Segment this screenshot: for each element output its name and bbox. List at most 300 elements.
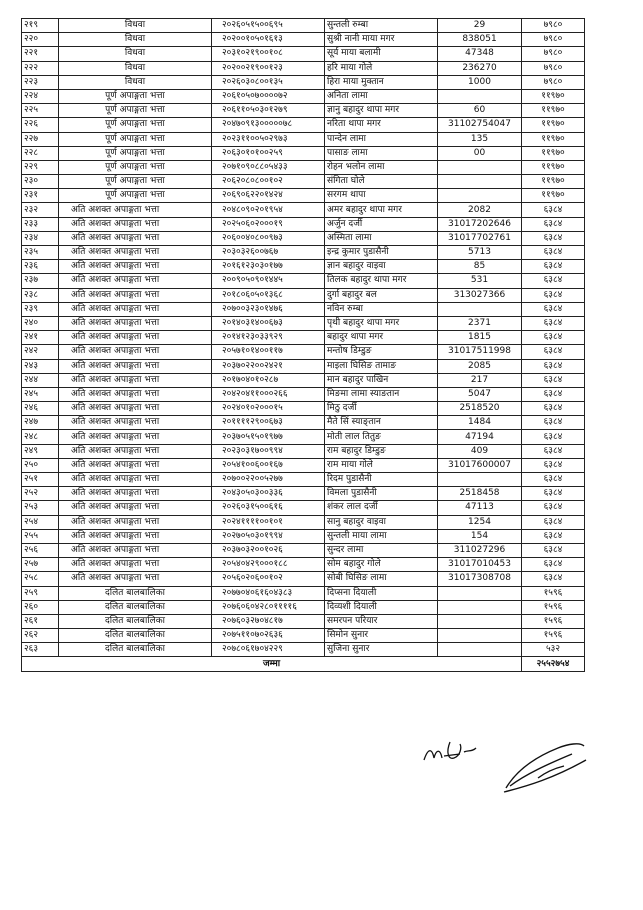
table-row — [22, 118, 585, 132]
amount-cell: ६३८४ — [522, 203, 585, 217]
allowance-type-cell: पूर्ण अपाङ्गता भत्ता — [59, 118, 212, 132]
account-number-cell: 236270 — [438, 61, 522, 75]
allowance-type-cell: अति अशक्त अपाङ्गता भत्ता — [59, 373, 212, 387]
citizenship-number-cell: २०२३११००५०२९७३ — [212, 132, 325, 146]
beneficiary-name-cell: समरपन परियार — [325, 614, 438, 628]
citizenship-number-cell: २०६९०६२२०१४२४ — [212, 189, 325, 203]
serial-number-cell: २५४ — [22, 515, 59, 529]
citizenship-number-cell: २०५४१००६००१६७ — [212, 458, 325, 472]
account-number-cell: 1000 — [438, 75, 522, 89]
table-row — [22, 430, 585, 444]
beneficiary-name-cell: सुश्री नानी माया मगर — [325, 33, 438, 47]
amount-cell: १५९६ — [522, 600, 585, 614]
amount-cell: ६३८४ — [522, 515, 585, 529]
allowance-type-cell: अति अशक्त अपाङ्गता भत्ता — [59, 288, 212, 302]
table-row — [22, 600, 585, 614]
allowance-type-cell: अति अशक्त अपाङ्गता भत्ता — [59, 501, 212, 515]
account-number-cell: 2518458 — [438, 487, 522, 501]
allowance-type-cell: अति अशक्त अपाङ्गता भत्ता — [59, 274, 212, 288]
beneficiary-name-cell: दिव्यशी दियाली — [325, 600, 438, 614]
serial-number-cell: २५० — [22, 458, 59, 472]
serial-number-cell: २४३ — [22, 359, 59, 373]
serial-number-cell: २२६ — [22, 118, 59, 132]
citizenship-number-cell: २०४८०९०२०१९५४ — [212, 203, 325, 217]
allowance-type-cell: दलित बालबालिका — [59, 643, 212, 657]
table-row — [22, 416, 585, 430]
beneficiary-name-cell: पान्देन लामा — [325, 132, 438, 146]
beneficiary-name-cell: मैते सिं स्याङ्तान — [325, 416, 438, 430]
citizenship-number-cell: २०३७०२२००२४२१ — [212, 359, 325, 373]
amount-cell: ५३२ — [522, 643, 585, 657]
serial-number-cell: २५५ — [22, 529, 59, 543]
amount-cell: ६३८४ — [522, 444, 585, 458]
beneficiary-name-cell: राम बहादुर डिम्डुङ — [325, 444, 438, 458]
total-row — [22, 657, 585, 671]
beneficiary-name-cell: रिदम पुडासैनी — [325, 473, 438, 487]
amount-cell: ६३८४ — [522, 473, 585, 487]
serial-number-cell: २३१ — [22, 189, 59, 203]
account-number-cell: 838051 — [438, 33, 522, 47]
table-body — [22, 19, 585, 672]
serial-number-cell: २२१ — [22, 47, 59, 61]
serial-number-cell: २२८ — [22, 146, 59, 160]
allowance-type-cell: पूर्ण अपाङ्गता भत्ता — [59, 104, 212, 118]
allowance-type-cell: अति अशक्त अपाङ्गता भत्ता — [59, 529, 212, 543]
citizenship-number-cell: २०२६०३०८००१३५ — [212, 75, 325, 89]
amount-cell: ११९७० — [522, 189, 585, 203]
table-row — [22, 132, 585, 146]
serial-number-cell: २६२ — [22, 629, 59, 643]
beneficiary-name-cell: सुजिना सुनार — [325, 643, 438, 657]
citizenship-number-cell: २०२७०५०३०१९९४ — [212, 529, 325, 543]
allowance-type-cell: अति अशक्त अपाङ्गता भत्ता — [59, 260, 212, 274]
table-row — [22, 359, 585, 373]
table-row — [22, 473, 585, 487]
amount-cell: ६३८४ — [522, 359, 585, 373]
beneficiary-name-cell: अमर बहादुर थापा मगर — [325, 203, 438, 217]
amount-cell: ६३८४ — [522, 529, 585, 543]
allowance-type-cell: अति अशक्त अपाङ्गता भत्ता — [59, 487, 212, 501]
allowance-type-cell: अति अशक्त अपाङ्गता भत्ता — [59, 402, 212, 416]
serial-number-cell: २४९ — [22, 444, 59, 458]
account-number-cell — [438, 629, 522, 643]
serial-number-cell: २३३ — [22, 217, 59, 231]
beneficiary-name-cell: मन्तोष डिम्डुङ — [325, 345, 438, 359]
beneficiary-name-cell: शंकर लाल दर्जी — [325, 501, 438, 515]
citizenship-number-cell: २०२६०३१५००६१६ — [212, 501, 325, 515]
account-number-cell: 60 — [438, 104, 522, 118]
beneficiary-name-cell: ज्ञान बहादुर वाइवा — [325, 260, 438, 274]
citizenship-number-cell: २०७१०९०८८०५४३३ — [212, 160, 325, 174]
allowance-type-cell: दलित बालबालिका — [59, 614, 212, 628]
beneficiary-name-cell: संगिता घोले — [325, 175, 438, 189]
amount-cell: ६३८४ — [522, 274, 585, 288]
citizenship-number-cell: २०६००४०८००९७३ — [212, 231, 325, 245]
citizenship-number-cell: २०१४०३१४००६७३ — [212, 316, 325, 330]
account-number-cell: 135 — [438, 132, 522, 146]
citizenship-number-cell: २०५६०२०६००१०२ — [212, 572, 325, 586]
serial-number-cell: २२२ — [22, 61, 59, 75]
serial-number-cell: २५३ — [22, 501, 59, 515]
serial-number-cell: २४० — [22, 316, 59, 330]
account-number-cell — [438, 160, 522, 174]
allowance-type-cell: अति अशक्त अपाङ्गता भत्ता — [59, 543, 212, 557]
beneficiary-name-cell: माइला घिसिङ तामाङ — [325, 359, 438, 373]
table-row — [22, 629, 585, 643]
account-number-cell: 31017511998 — [438, 345, 522, 359]
citizenship-number-cell: २०४७०९१३०००००७८ — [212, 118, 325, 132]
serial-number-cell: २३४ — [22, 231, 59, 245]
serial-number-cell: २५७ — [22, 558, 59, 572]
table-row — [22, 543, 585, 557]
serial-number-cell: २५८ — [22, 572, 59, 586]
table-row — [22, 373, 585, 387]
allowance-type-cell: अति अशक्त अपाङ्गता भत्ता — [59, 458, 212, 472]
citizenship-number-cell: २०१७०४०१०२८७ — [212, 373, 325, 387]
amount-cell: ७९८० — [522, 33, 585, 47]
account-number-cell — [438, 643, 522, 657]
beneficiary-name-cell: तिलक बहादुर थापा मगर — [325, 274, 438, 288]
amount-cell: ६३८४ — [522, 402, 585, 416]
citizenship-number-cell: २०२००१०५०१६१३ — [212, 33, 325, 47]
citizenship-number-cell: २०३७०५१५०१९७७ — [212, 430, 325, 444]
allowance-type-cell: पूर्ण अपाङ्गता भत्ता — [59, 89, 212, 103]
allowance-type-cell: अति अशक्त अपाङ्गता भत्ता — [59, 387, 212, 401]
beneficiary-name-cell: ज्ञानु बहादुर थापा मगर — [325, 104, 438, 118]
table-row — [22, 75, 585, 89]
amount-cell: ६३८४ — [522, 231, 585, 245]
table-row — [22, 572, 585, 586]
amount-cell: ६३८४ — [522, 288, 585, 302]
account-number-cell: 47194 — [438, 430, 522, 444]
citizenship-number-cell: २०७५११०७०२६३६ — [212, 629, 325, 643]
beneficiary-name-cell: नरिता थापा मगर — [325, 118, 438, 132]
amount-cell: ६३८४ — [522, 416, 585, 430]
beneficiary-name-cell: सुन्दर लामा — [325, 543, 438, 557]
citizenship-number-cell: २०१४१२३०३३९२९ — [212, 331, 325, 345]
amount-cell: ६३८४ — [522, 260, 585, 274]
allowance-type-cell: पूर्ण अपाङ्गता भत्ता — [59, 146, 212, 160]
amount-cell: ६३८४ — [522, 558, 585, 572]
serial-number-cell: २२५ — [22, 104, 59, 118]
serial-number-cell: २५१ — [22, 473, 59, 487]
account-number-cell — [438, 175, 522, 189]
beneficiary-name-cell: अनिता लामा — [325, 89, 438, 103]
amount-cell: ६३८४ — [522, 316, 585, 330]
account-number-cell: 1254 — [438, 515, 522, 529]
account-number-cell: 2518520 — [438, 402, 522, 416]
citizenship-number-cell: २०५७१०१४००११७ — [212, 345, 325, 359]
table-row — [22, 231, 585, 245]
beneficiary-name-cell: सरगम थापा — [325, 189, 438, 203]
account-number-cell: 85 — [438, 260, 522, 274]
account-number-cell: 2371 — [438, 316, 522, 330]
table-row — [22, 387, 585, 401]
table-row — [22, 260, 585, 274]
serial-number-cell: २४१ — [22, 331, 59, 345]
account-number-cell: 2085 — [438, 359, 522, 373]
amount-cell: ११९७० — [522, 175, 585, 189]
table-row — [22, 586, 585, 600]
total-label: जम्मा — [22, 657, 522, 671]
account-number-cell: 31102754047 — [438, 118, 522, 132]
beneficiary-name-cell: दुर्गा बहादुर बल — [325, 288, 438, 302]
citizenship-number-cell: २०३१०२१९००१०८ — [212, 47, 325, 61]
beneficiary-name-cell: मिङमा लामा स्याङतान — [325, 387, 438, 401]
table-row — [22, 643, 585, 657]
amount-cell: ११९७० — [522, 146, 585, 160]
amount-cell: १५९६ — [522, 586, 585, 600]
table-row — [22, 487, 585, 501]
allowance-type-cell: दलित बालबालिका — [59, 600, 212, 614]
serial-number-cell: २६३ — [22, 643, 59, 657]
amount-cell: ६३८४ — [522, 572, 585, 586]
citizenship-number-cell: २०६३०१०१००२५९ — [212, 146, 325, 160]
citizenship-number-cell: २०४२०४११०००२६६ — [212, 387, 325, 401]
citizenship-number-cell: २०२४०१०२०००१५ — [212, 402, 325, 416]
beneficiary-name-cell: रोहन भलोन लामा — [325, 160, 438, 174]
serial-number-cell: २२० — [22, 33, 59, 47]
amount-cell: ११९७० — [522, 104, 585, 118]
account-number-cell — [438, 473, 522, 487]
citizenship-number-cell: २०२६०५१५००६९५ — [212, 19, 325, 33]
amount-cell: ६३८४ — [522, 487, 585, 501]
citizenship-number-cell: २०५४०४२९०००१८८ — [212, 558, 325, 572]
account-number-cell: 47348 — [438, 47, 522, 61]
allowance-type-cell: अति अशक्त अपाङ्गता भत्ता — [59, 345, 212, 359]
citizenship-number-cell: २०२४११११००१०१ — [212, 515, 325, 529]
amount-cell: ११९७० — [522, 118, 585, 132]
beneficiary-name-cell: सूर्य माया बलामी — [325, 47, 438, 61]
account-number-cell: 31017600007 — [438, 458, 522, 472]
citizenship-number-cell: २०७७०४०६१६०४३८३ — [212, 586, 325, 600]
amount-cell: ६३८४ — [522, 302, 585, 316]
serial-number-cell: २२३ — [22, 75, 59, 89]
beneficiary-table-wrapper — [21, 18, 584, 672]
serial-number-cell: २६० — [22, 600, 59, 614]
amount-cell: ६३८४ — [522, 501, 585, 515]
table-row — [22, 614, 585, 628]
table-row — [22, 558, 585, 572]
citizenship-number-cell: २०२३०३१७००९९४ — [212, 444, 325, 458]
allowance-type-cell: विधवा — [59, 75, 212, 89]
table-row — [22, 302, 585, 316]
allowance-type-cell: अति अशक्त अपाङ्गता भत्ता — [59, 416, 212, 430]
amount-cell: ७९८० — [522, 61, 585, 75]
citizenship-number-cell: २०११११२९००६७३ — [212, 416, 325, 430]
allowance-type-cell: विधवा — [59, 19, 212, 33]
amount-cell: ७९८० — [522, 75, 585, 89]
allowance-type-cell: दलित बालबालिका — [59, 586, 212, 600]
amount-cell: ६३८४ — [522, 543, 585, 557]
amount-cell: १५९६ — [522, 614, 585, 628]
allowance-type-cell: अति अशक्त अपाङ्गता भत्ता — [59, 515, 212, 529]
beneficiary-name-cell: हिरा माया मुक्तान — [325, 75, 438, 89]
table-row — [22, 189, 585, 203]
account-number-cell: 531 — [438, 274, 522, 288]
citizenship-number-cell: २०७००२२००५२७७ — [212, 473, 325, 487]
beneficiary-name-cell: मान बहादुर पाखिन — [325, 373, 438, 387]
beneficiary-name-cell: नविन रुम्बा — [325, 302, 438, 316]
beneficiary-name-cell: सुन्तली माया लामा — [325, 529, 438, 543]
signature-mark-2 — [498, 738, 590, 796]
serial-number-cell: २४८ — [22, 430, 59, 444]
table-row — [22, 444, 585, 458]
serial-number-cell: २२९ — [22, 160, 59, 174]
table-row — [22, 331, 585, 345]
beneficiary-name-cell: विमला पुडासैनी — [325, 487, 438, 501]
allowance-type-cell: पूर्ण अपाङ्गता भत्ता — [59, 132, 212, 146]
account-number-cell: 154 — [438, 529, 522, 543]
amount-cell: ६३८४ — [522, 387, 585, 401]
allowance-type-cell: विधवा — [59, 61, 212, 75]
beneficiary-name-cell: सानु बहादुर वाइवा — [325, 515, 438, 529]
allowance-type-cell: पूर्ण अपाङ्गता भत्ता — [59, 175, 212, 189]
citizenship-number-cell: २०१६१२३०३०१७७ — [212, 260, 325, 274]
allowance-type-cell: अति अशक्त अपाङ्गता भत्ता — [59, 572, 212, 586]
account-number-cell: 29 — [438, 19, 522, 33]
table-row — [22, 217, 585, 231]
amount-cell: ६३८४ — [522, 217, 585, 231]
table-row — [22, 515, 585, 529]
serial-number-cell: २२७ — [22, 132, 59, 146]
beneficiary-name-cell: मोती लाल तितुङ — [325, 430, 438, 444]
account-number-cell: 409 — [438, 444, 522, 458]
account-number-cell: 00 — [438, 146, 522, 160]
beneficiary-name-cell: सिमोन सुनार — [325, 629, 438, 643]
amount-cell: ६३८४ — [522, 430, 585, 444]
account-number-cell: 31017202646 — [438, 217, 522, 231]
table-row — [22, 458, 585, 472]
beneficiary-name-cell: इन्द्र कुमार पुडासैनी — [325, 246, 438, 260]
citizenship-number-cell: २०१८०६०५०१३६८ — [212, 288, 325, 302]
table-row — [22, 345, 585, 359]
serial-number-cell: २४६ — [22, 402, 59, 416]
beneficiary-name-cell: सोबी घिसिङ लामा — [325, 572, 438, 586]
account-number-cell: 2082 — [438, 203, 522, 217]
serial-number-cell: २५९ — [22, 586, 59, 600]
table-row — [22, 316, 585, 330]
allowance-type-cell: पूर्ण अपाङ्गता भत्ता — [59, 189, 212, 203]
table-row — [22, 246, 585, 260]
table-row — [22, 274, 585, 288]
amount-cell: ७९८० — [522, 19, 585, 33]
allowance-type-cell: अति अशक्त अपाङ्गता भत्ता — [59, 246, 212, 260]
account-number-cell: 47113 — [438, 501, 522, 515]
account-number-cell: 31017702761 — [438, 231, 522, 245]
table-row — [22, 402, 585, 416]
amount-cell: ११९७० — [522, 89, 585, 103]
citizenship-number-cell: २०७८०६१७०४२२९ — [212, 643, 325, 657]
allowance-type-cell: पूर्ण अपाङ्गता भत्ता — [59, 160, 212, 174]
account-number-cell: 1815 — [438, 331, 522, 345]
beneficiary-name-cell: मिठु दर्जी — [325, 402, 438, 416]
total-amount: २५५२७५४ — [522, 657, 585, 671]
allowance-type-cell: दलित बालबालिका — [59, 629, 212, 643]
amount-cell: १५९६ — [522, 629, 585, 643]
serial-number-cell: २३८ — [22, 288, 59, 302]
beneficiary-name-cell: राम माया गोले — [325, 458, 438, 472]
beneficiary-name-cell: अर्जुन दर्जी — [325, 217, 438, 231]
account-number-cell: 31017010453 — [438, 558, 522, 572]
serial-number-cell: २४५ — [22, 387, 59, 401]
table-row — [22, 146, 585, 160]
serial-number-cell: २३६ — [22, 260, 59, 274]
allowance-type-cell: अति अशक्त अपाङ्गता भत्ता — [59, 473, 212, 487]
account-number-cell: 1484 — [438, 416, 522, 430]
account-number-cell: 31017308708 — [438, 572, 522, 586]
citizenship-number-cell: २००९०५०९०१४४५ — [212, 274, 325, 288]
citizenship-number-cell: २०६१०५०७००००७२ — [212, 89, 325, 103]
citizenship-number-cell: २०६११०५०३०१२७९ — [212, 104, 325, 118]
allowance-type-cell: अति अशक्त अपाङ्गता भत्ता — [59, 231, 212, 245]
account-number-cell: 313027366 — [438, 288, 522, 302]
beneficiary-name-cell: बहादुर थापा मगर — [325, 331, 438, 345]
citizenship-number-cell: २०७६०३२७०४८१७ — [212, 614, 325, 628]
table-row — [22, 529, 585, 543]
account-number-cell — [438, 614, 522, 628]
table-row — [22, 175, 585, 189]
allowance-type-cell: विधवा — [59, 33, 212, 47]
serial-number-cell: २१९ — [22, 19, 59, 33]
table-row — [22, 33, 585, 47]
account-number-cell — [438, 302, 522, 316]
table-row — [22, 288, 585, 302]
table-row — [22, 203, 585, 217]
serial-number-cell: २३० — [22, 175, 59, 189]
citizenship-number-cell: २०२५०६०२०००१९ — [212, 217, 325, 231]
allowance-type-cell: अति अशक्त अपाङ्गता भत्ता — [59, 558, 212, 572]
table-row — [22, 61, 585, 75]
account-number-cell: 5713 — [438, 246, 522, 260]
serial-number-cell: २४२ — [22, 345, 59, 359]
account-number-cell: 311027296 — [438, 543, 522, 557]
amount-cell: ६३८४ — [522, 345, 585, 359]
serial-number-cell: २३९ — [22, 302, 59, 316]
amount-cell: ७९८० — [522, 47, 585, 61]
beneficiary-table — [21, 18, 585, 672]
table-row — [22, 19, 585, 33]
account-number-cell: 217 — [438, 373, 522, 387]
beneficiary-name-cell: दिप्सना दियाली — [325, 586, 438, 600]
table-row — [22, 89, 585, 103]
allowance-type-cell: अति अशक्त अपाङ्गता भत्ता — [59, 359, 212, 373]
beneficiary-name-cell: सोम बहादुर गोले — [325, 558, 438, 572]
allowance-type-cell: अति अशक्त अपाङ्गता भत्ता — [59, 302, 212, 316]
amount-cell: ११९७० — [522, 160, 585, 174]
serial-number-cell: २२४ — [22, 89, 59, 103]
citizenship-number-cell: २०६२०८०८००१०२ — [212, 175, 325, 189]
table-row — [22, 501, 585, 515]
beneficiary-name-cell: पृथी बहादुर थापा मगर — [325, 316, 438, 330]
table-row — [22, 47, 585, 61]
signature-mark-1 — [420, 738, 480, 768]
beneficiary-name-cell: हरि माया गोले — [325, 61, 438, 75]
account-number-cell — [438, 89, 522, 103]
account-number-cell — [438, 586, 522, 600]
beneficiary-name-cell: पासाङ लामा — [325, 146, 438, 160]
serial-number-cell: २६१ — [22, 614, 59, 628]
allowance-type-cell: विधवा — [59, 47, 212, 61]
amount-cell: ६३८४ — [522, 331, 585, 345]
citizenship-number-cell: २०४३०५०३००३३६ — [212, 487, 325, 501]
account-number-cell: 5047 — [438, 387, 522, 401]
citizenship-number-cell: २०२००२१९००१२३ — [212, 61, 325, 75]
citizenship-number-cell: २०३०३२६००७६७ — [212, 246, 325, 260]
amount-cell: ६३८४ — [522, 458, 585, 472]
serial-number-cell: २४७ — [22, 416, 59, 430]
allowance-type-cell: अति अशक्त अपाङ्गता भत्ता — [59, 444, 212, 458]
